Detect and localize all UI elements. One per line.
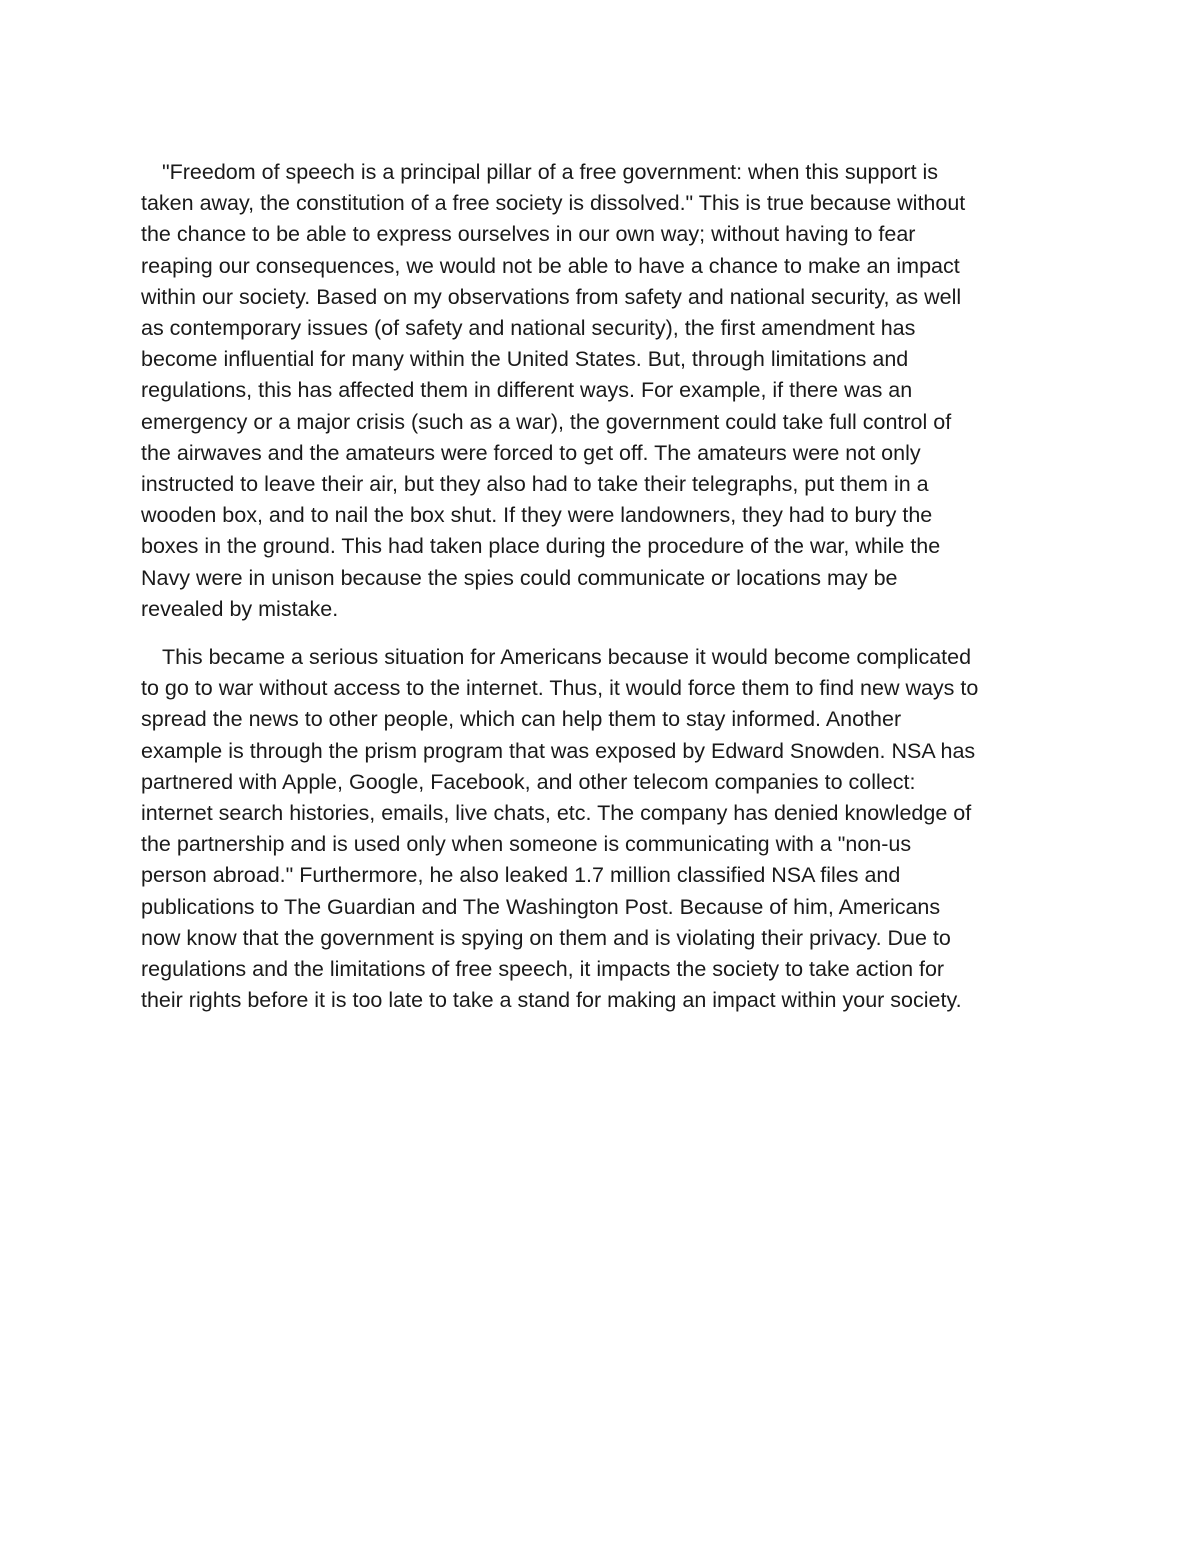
text-line: within our society. Based on my observations from safety and national security, as well	[141, 284, 962, 309]
text-line: become influential for many within the United States. But, through limitations and	[141, 347, 909, 372]
text-line: their rights before it is too late to take a stand for making an impact within your society.	[141, 988, 962, 1013]
text-line: internet search histories, emails, live chats, etc. The company has denied knowledge of	[141, 801, 972, 826]
paragraph-2	[141, 642, 1071, 1016]
text-line: the partnership and is used only when someone is communicating with a "non-us	[141, 832, 912, 857]
text-line: Navy were in unison because the spies could communicate or locations may be	[141, 565, 898, 590]
text-line: instructed to leave their air, but they also had to take their telegraphs, put them in a	[141, 472, 929, 497]
text-line: now know that the government is spying on them and is violating their privacy. Due to	[141, 925, 951, 950]
text-line: the airwaves and the amateurs were forced to get off. The amateurs were not only	[141, 440, 921, 465]
text-line: taken away, the constitution of a free society is dissolved." This is true because without	[141, 191, 966, 216]
paragraph-1	[141, 157, 1071, 625]
text-line: emergency or a major crisis (such as a war), the government could take full control of	[141, 409, 952, 434]
text-line: wooden box, and to nail the box shut. If they were landowners, they had to bury the	[141, 503, 933, 528]
text-line: regulations, this has affected them in different ways. For example, if there was an	[141, 378, 913, 403]
text-line: "Freedom of speech is a principal pillar of a free government: when this support is	[162, 160, 939, 184]
document-body	[141, 157, 1071, 1016]
text-line: This became a serious situation for Americans because it would become complicated	[162, 645, 972, 670]
text-line: reaping our consequences, we would not be able to have a chance to make an impact	[141, 253, 960, 278]
text-line: example is through the prism program that was exposed by Edward Snowden. NSA has	[141, 738, 976, 763]
text-line: to go to war without access to the internet. Thus, it would force them to find new ways to	[141, 676, 979, 701]
text-line: regulations and the limitations of free speech, it impacts the society to take action for	[141, 957, 945, 982]
text-line: partnered with Apple, Google, Facebook, and other telecom companies to collect:	[141, 769, 916, 794]
text-line: person abroad." Furthermore, he also leaked 1.7 million classified NSA files and	[141, 863, 901, 888]
text-line: the chance to be able to express ourselves in our own way; without having to fear	[141, 222, 916, 247]
text-line: boxes in the ground. This had taken place during the procedure of the war, while the	[141, 534, 941, 559]
text-line: publications to The Guardian and The Washington Post. Because of him, Americans	[141, 894, 941, 919]
text-line: as contemporary issues (of safety and national security), the first amendment has	[141, 316, 916, 341]
text-line: revealed by mistake.	[141, 596, 339, 621]
text-line: spread the news to other people, which can help them to stay informed. Another	[141, 707, 902, 732]
